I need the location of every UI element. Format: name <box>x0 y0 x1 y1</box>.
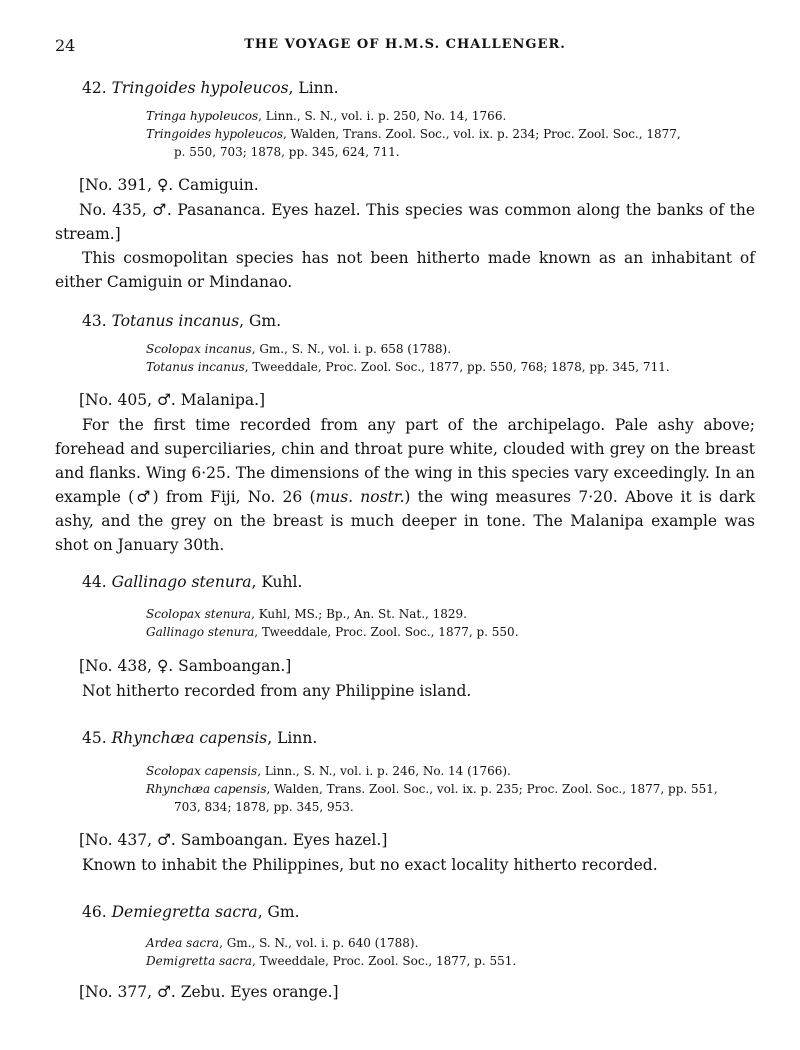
synonym-name: Scolopax capensis <box>146 764 258 778</box>
synonym <box>146 107 755 125</box>
synonym <box>146 780 755 816</box>
species-authority: , Linn. <box>267 729 318 747</box>
synonym-name: Demigretta sacra <box>146 954 252 968</box>
synonym-reference: , Gm., S. N., vol. i. p. 640 (1788). <box>219 936 419 950</box>
species-name: Demiegretta sacra <box>111 903 258 921</box>
species-authority: , Gm. <box>257 903 300 921</box>
synonym-name: Tringoides hypoleucos <box>146 127 283 141</box>
synonym <box>146 952 755 970</box>
specimen-line: No. 435, ♂. Pasananca. Eyes hazel. This species was common along the banks of the stream.] <box>55 201 755 243</box>
synonym-name: Totanus incanus <box>146 360 245 374</box>
specimen-record <box>55 980 755 1005</box>
specimen-record <box>55 388 755 413</box>
note-text: ) the wing measures 7·20. Above it is dark ashy, and the grey on the breast is much deeper in tone. The Malanipa example was shot on January 30th. <box>55 488 755 554</box>
synonym <box>146 125 755 161</box>
entry-number: 45. <box>82 729 107 747</box>
note-italic-text: mus. nostr. <box>315 488 405 506</box>
synonym <box>146 934 755 952</box>
synonym-list <box>146 605 755 641</box>
synonym-name: Scolopax incanus <box>146 342 252 356</box>
synonym-name: Rhynchæa capensis <box>146 782 267 796</box>
synonym-reference: , Walden, Trans. Zool. Soc., vol. ix. p. 235; Proc. Zool. Soc., 1877, pp. 551, <box>266 782 718 796</box>
synonym-reference: , Linn., S. N., vol. i. p. 246, No. 14 (1766). <box>257 764 511 778</box>
note-text: For the first time recorded from any part of the archipelago. Pale ashy above; forehead and superciliaries, chin and throat pure white, clouded with grey on the breast and flanks. Wing 6·25. The dimensions of the wing in this species vary exceedingly. In an example (♂) from Fiji, No. 26 ( <box>55 416 755 506</box>
synonym <box>146 340 755 358</box>
species-name: Gallinago stenura <box>111 573 252 591</box>
synonym-reference: , Tweeddale, Proc. Zool. Soc., 1877, p. 550. <box>254 625 519 639</box>
synonym-reference: , Kuhl, MS.; Bp., An. St. Nat., 1829. <box>251 607 467 621</box>
synonym-name: Ardea sacra <box>146 936 220 950</box>
page-header <box>55 36 755 58</box>
entry-number: 42. <box>82 79 107 97</box>
species-entry-44 <box>55 572 755 703</box>
species-note: This cosmopolitan species has not been hitherto made known as an inhabitant of either Camiguin or Mindanao. <box>55 249 755 291</box>
specimen-line: [No. 391, ♀. Camiguin. <box>79 176 259 194</box>
synonym-name: Tringa hypoleucos <box>146 109 259 123</box>
synonym-list <box>146 107 755 161</box>
synonym-reference: , Walden, Trans. Zool. Soc., vol. ix. p. 234; Proc. Zool. Soc., 1877, <box>283 127 681 141</box>
specimen-record <box>55 173 755 246</box>
entry-number: 43. <box>82 312 107 330</box>
synonym-name: Scolopax stenura <box>146 607 252 621</box>
specimen-record <box>55 654 755 679</box>
species-authority: , Linn. <box>288 79 339 97</box>
synonym-reference: , Tweeddale, Proc. Zool. Soc., 1877, pp. 550, 768; 1878, pp. 345, 711. <box>244 360 670 374</box>
entry-number: 44. <box>82 573 107 591</box>
species-note <box>55 413 755 557</box>
synonym <box>146 623 755 641</box>
synonym-list <box>146 340 755 376</box>
synonym <box>146 762 755 780</box>
species-authority: , Kuhl. <box>251 573 303 591</box>
entry-heading <box>82 311 755 331</box>
species-note: Not hitherto recorded from any Philippine island. <box>82 682 472 700</box>
species-name: Tringoides hypoleucos <box>111 79 289 97</box>
species-entry-46 <box>55 902 755 1005</box>
entry-heading <box>82 572 755 592</box>
synonym-list <box>146 934 755 970</box>
synonym-reference: , Tweeddale, Proc. Zool. Soc., 1877, p. 551. <box>252 954 517 968</box>
entry-heading <box>82 728 755 748</box>
specimen-line: [No. 377, ♂. Zebu. Eyes orange.] <box>79 983 339 1001</box>
running-title: THE VOYAGE OF H.M.S. CHALLENGER. <box>244 37 566 52</box>
synonym-reference: , Gm., S. N., vol. i. p. 658 (1788). <box>251 342 452 356</box>
species-name: Rhynchæa capensis <box>111 729 268 747</box>
species-note: Known to inhabit the Philippines, but no exact locality hitherto recorded. <box>82 856 658 874</box>
specimen-line: [No. 405, ♂. Malanipa.] <box>79 391 266 409</box>
synonym <box>146 605 755 623</box>
entry-heading <box>82 78 755 98</box>
species-entry-45 <box>55 728 755 877</box>
species-name: Totanus incanus <box>111 312 240 330</box>
synonym <box>146 358 755 376</box>
synonym-name: Gallinago stenura <box>146 625 255 639</box>
specimen-record <box>55 828 755 853</box>
specimen-line: [No. 438, ♀. Samboangan.] <box>79 657 292 675</box>
page-number: 24 <box>55 36 76 55</box>
species-entry-42 <box>55 78 755 294</box>
specimen-line: [No. 437, ♂. Samboangan. Eyes hazel.] <box>79 831 388 849</box>
synonym-reference: , Linn., S. N., vol. i. p. 250, No. 14, 1766. <box>258 109 507 123</box>
entry-heading <box>82 902 755 922</box>
species-authority: , Gm. <box>239 312 282 330</box>
synonym-list <box>146 762 755 816</box>
synonym-reference-continued: p. 550, 703; 1878, pp. 345, 624, 711. <box>174 145 400 159</box>
species-entry-43 <box>55 311 755 557</box>
synonym-reference-continued: 703, 834; 1878, pp. 345, 953. <box>174 800 354 814</box>
entry-number: 46. <box>82 903 107 921</box>
